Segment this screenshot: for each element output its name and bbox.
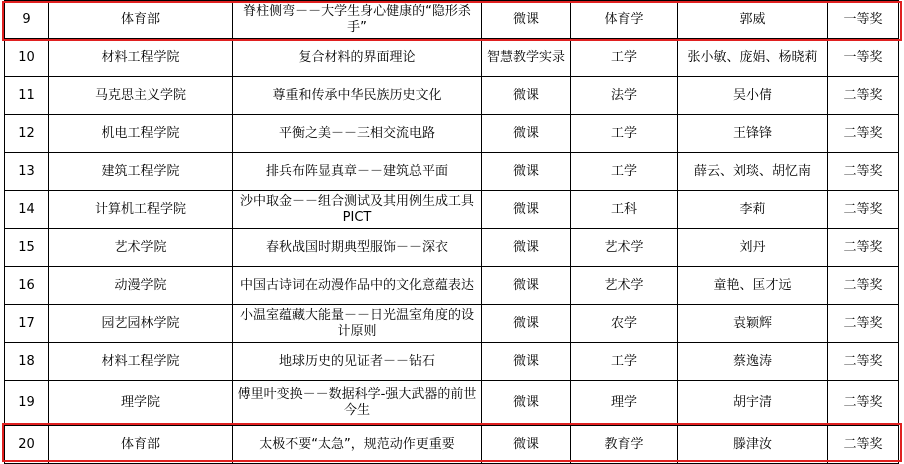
college-cell: 马克思主义学院: [49, 77, 233, 115]
college-cell: 理学院: [49, 381, 233, 426]
title-cell: 傅里叶变换－－数据科学-强大武器的前世今生: [233, 381, 482, 426]
awards-table: [4, 0, 899, 464]
type-cell: 微课: [482, 1, 571, 39]
title-cell: 复合材料的界面理论: [233, 39, 482, 77]
award-cell: 二等奖: [828, 115, 899, 153]
college-cell: 体育部: [49, 426, 233, 464]
title-cell: 地球历史的见证者－－钻石: [233, 343, 482, 381]
table-row: [5, 426, 899, 464]
discipline-cell: 理学: [571, 381, 678, 426]
award-cell: 二等奖: [828, 343, 899, 381]
title-cell: 排兵布阵显真章－－建筑总平面: [233, 153, 482, 191]
row-number: 14: [5, 191, 49, 229]
discipline-cell: 体育学: [571, 1, 678, 39]
award-cell: 二等奖: [828, 267, 899, 305]
authors-cell: 刘丹: [678, 229, 828, 267]
title-cell: 春秋战国时期典型服饰－－深衣: [233, 229, 482, 267]
college-cell: 机电工程学院: [49, 115, 233, 153]
authors-cell: 张小敏、庞娟、杨晓莉: [678, 39, 828, 77]
row-number: 11: [5, 77, 49, 115]
title-cell: 平衡之美－－三相交流电路: [233, 115, 482, 153]
college-cell: 艺术学院: [49, 229, 233, 267]
authors-cell: 王锋锋: [678, 115, 828, 153]
table-row: [5, 77, 899, 115]
table-row: [5, 191, 899, 229]
discipline-cell: 艺术学: [571, 267, 678, 305]
award-cell: 二等奖: [828, 426, 899, 464]
type-cell: 微课: [482, 115, 571, 153]
discipline-cell: 法学: [571, 77, 678, 115]
type-cell: 微课: [482, 153, 571, 191]
award-cell: 二等奖: [828, 305, 899, 343]
row-number: 20: [5, 426, 49, 464]
authors-cell: 滕津汝: [678, 426, 828, 464]
authors-cell: 童艳、匡才远: [678, 267, 828, 305]
discipline-cell: 工学: [571, 39, 678, 77]
type-cell: 微课: [482, 77, 571, 115]
award-cell: 二等奖: [828, 77, 899, 115]
discipline-cell: 工学: [571, 153, 678, 191]
award-cell: 一等奖: [828, 39, 899, 77]
type-cell: 微课: [482, 191, 571, 229]
table-row: [5, 115, 899, 153]
title-cell: 太极不要“太急”，规范动作更重要: [233, 426, 482, 464]
row-number: 10: [5, 39, 49, 77]
title-cell: 脊柱侧弯－－大学生身心健康的“隐形杀手”: [233, 1, 482, 39]
authors-cell: 胡宇清: [678, 381, 828, 426]
college-cell: 园艺园林学院: [49, 305, 233, 343]
title-cell: 尊重和传承中华民族历史文化: [233, 77, 482, 115]
table-row: [5, 381, 899, 426]
authors-cell: 薛云、刘琰、胡忆南: [678, 153, 828, 191]
table-row: [5, 153, 899, 191]
row-number: 17: [5, 305, 49, 343]
type-cell: 微课: [482, 343, 571, 381]
title-cell: 小温室蕴藏大能量－－日光温室角度的设计原则: [233, 305, 482, 343]
authors-cell: 李莉: [678, 191, 828, 229]
title-cell: 沙中取金－－组合测试及其用例生成工具PICT: [233, 191, 482, 229]
college-cell: 动漫学院: [49, 267, 233, 305]
college-cell: 材料工程学院: [49, 39, 233, 77]
authors-cell: 郭威: [678, 1, 828, 39]
type-cell: 微课: [482, 381, 571, 426]
award-cell: 二等奖: [828, 229, 899, 267]
table-body: [5, 1, 899, 464]
award-cell: 二等奖: [828, 381, 899, 426]
table-row: [5, 39, 899, 77]
award-cell: 二等奖: [828, 153, 899, 191]
table-row: [5, 1, 899, 39]
type-cell: 智慧教学实录: [482, 39, 571, 77]
discipline-cell: 工学: [571, 115, 678, 153]
row-number: 13: [5, 153, 49, 191]
row-number: 18: [5, 343, 49, 381]
type-cell: 微课: [482, 267, 571, 305]
award-cell: 一等奖: [828, 1, 899, 39]
discipline-cell: 工学: [571, 343, 678, 381]
row-number: 16: [5, 267, 49, 305]
authors-cell: 吴小倩: [678, 77, 828, 115]
row-number: 9: [5, 1, 49, 39]
table-row: [5, 229, 899, 267]
type-cell: 微课: [482, 305, 571, 343]
authors-cell: 袁颖辉: [678, 305, 828, 343]
college-cell: 材料工程学院: [49, 343, 233, 381]
row-number: 19: [5, 381, 49, 426]
row-number: 15: [5, 229, 49, 267]
row-number: 12: [5, 115, 49, 153]
discipline-cell: 工科: [571, 191, 678, 229]
table-row: [5, 305, 899, 343]
college-cell: 计算机工程学院: [49, 191, 233, 229]
table-row: [5, 267, 899, 305]
college-cell: 体育部: [49, 1, 233, 39]
award-cell: 二等奖: [828, 191, 899, 229]
type-cell: 微课: [482, 229, 571, 267]
authors-cell: 蔡逸涛: [678, 343, 828, 381]
college-cell: 建筑工程学院: [49, 153, 233, 191]
discipline-cell: 农学: [571, 305, 678, 343]
discipline-cell: 艺术学: [571, 229, 678, 267]
table-row: [5, 343, 899, 381]
discipline-cell: 教育学: [571, 426, 678, 464]
type-cell: 微课: [482, 426, 571, 464]
title-cell: 中国古诗词在动漫作品中的文化意蕴表达: [233, 267, 482, 305]
